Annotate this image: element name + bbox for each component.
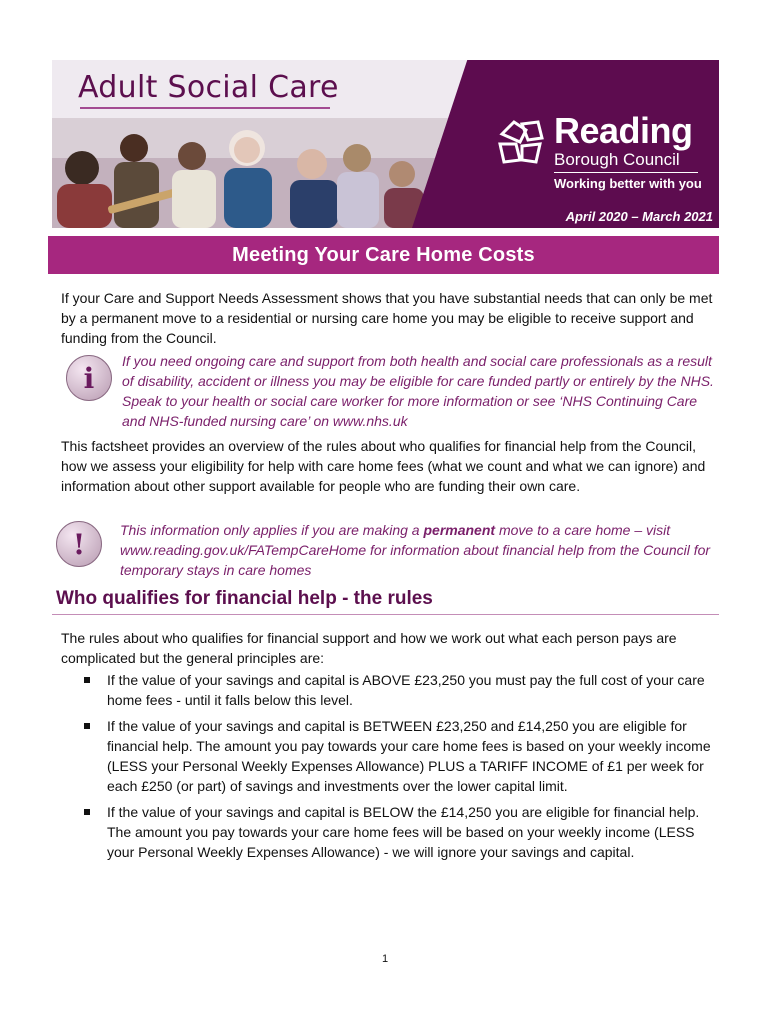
logo-emblem-icon — [492, 114, 550, 172]
header-banner — [52, 60, 719, 228]
date-range: April 2020 – March 2021 — [565, 209, 713, 224]
list-item: If the value of your savings and capital is ABOVE £23,250 you must pay the full cost of your care home fees - until it falls below this level. — [72, 670, 712, 710]
page-title-bar — [48, 236, 719, 274]
exclamation-icon: ! — [56, 521, 102, 567]
warning-callout-text — [120, 520, 720, 580]
logo-divider — [554, 172, 698, 173]
reading-borough-council-logo — [492, 110, 702, 190]
logo-council: Borough Council — [554, 150, 680, 169]
banner-title-underline — [80, 107, 330, 109]
warning-text-bold: permanent — [423, 522, 496, 538]
section-heading: Who qualifies for financial help - the rules — [56, 588, 433, 609]
list-item: If the value of your savings and capital is BETWEEN £23,250 and £14,250 you are eligible for financial help. The amount you pay towards your care home fees is based on your weekly income (LESS your Personal Weekly Expenses Allowance) PLUS a TARIFF INCOME of £1 per week for each £250 (or part) of savings and investments over the lower capital limit. — [72, 716, 712, 796]
overview-paragraph: This factsheet provides an overview of the rules about who qualifies for financial help from the Council, how we assess your eligibility for help with care home fees (what we count and what we can ignore) and information about other support available for people who are funding their own care. — [61, 438, 706, 494]
warning-text-before: This information only applies if you are making a — [120, 522, 424, 538]
logo-reading: Reading — [554, 110, 693, 151]
page-title: Meeting Your Care Home Costs — [232, 243, 535, 266]
info-callout-text: If you need ongoing care and support from both health and social care professionals as a result of disability, accident or illness you may be eligible for care funded partly or entirely by the NHS. Speak to your health or social care worker for more information or see ‘NHS Continuing Care and NHS-funded nursing care’ on www.nhs.uk — [122, 353, 714, 429]
intro-paragraph: If your Care and Support Needs Assessment shows that you have substantial needs that can only be met by a permanent move to a residential or nursing care home you may be eligible to receive support and funding from the Council. — [61, 290, 713, 346]
info-icon: i — [66, 355, 112, 401]
section-intro: The rules about who qualifies for financial support and how we work out what each person pays are complicated but the general principles are: — [61, 630, 677, 666]
warning-text-after: move to a care home – visit www.reading.gov.uk/FATempCareHome for information about financial help from the Council for temporary stays in care homes — [120, 522, 711, 578]
section-heading-rule — [52, 614, 719, 615]
banner-title: Adult Social Care — [78, 70, 339, 105]
logo-tagline: Working better with you — [554, 176, 702, 191]
list-item: If the value of your savings and capital is BELOW the £14,250 you are eligible for financial help. The amount you pay towards your care home fees will be based on your weekly income (LESS your Personal Weekly Expenses Allowance) - we will ignore your savings and capital. — [72, 802, 712, 862]
rules-list — [72, 670, 712, 868]
page-number: 1 — [381, 953, 389, 965]
